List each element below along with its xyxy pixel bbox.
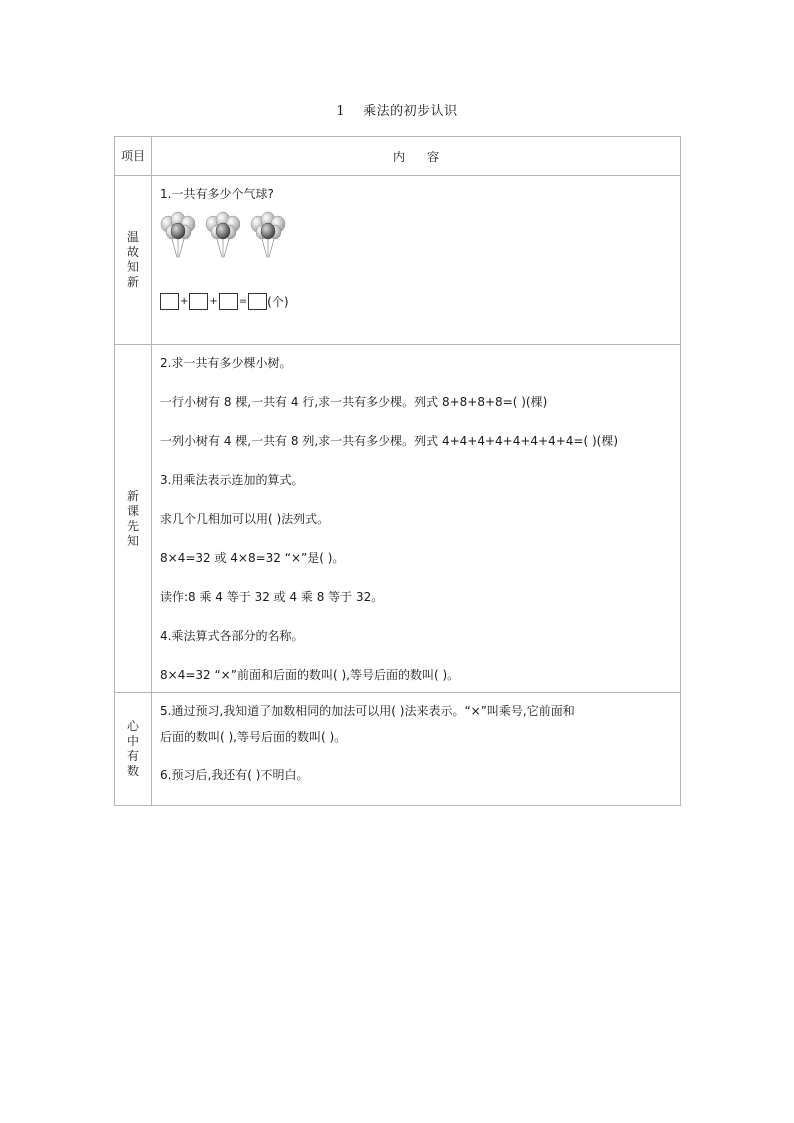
question-3-reading: 读作:8 乘 4 等于 32 或 4 乘 8 等于 32。 <box>160 590 384 604</box>
page-title <box>0 100 794 119</box>
header-row <box>115 137 681 176</box>
unit-label: (个) <box>267 294 289 309</box>
section-label-review-text: 温故知新 <box>126 230 139 289</box>
section-label-reflection-text: 心中有数 <box>126 719 139 778</box>
new-lesson-cell <box>152 345 680 692</box>
question-5-line-1: 5.通过预习,我知道了加数相同的加法可以用( )法来表示。“×”叫乘号,它前面和 <box>160 704 575 718</box>
question-2-row-problem: 一行小树有 8 棵,一共有 4 行,求一共有多少棵。列式 8+8+8+8=( )(棵) <box>160 395 548 409</box>
header-project: 项目 <box>115 137 152 176</box>
question-4-names: 8×4=32 “×”前面和后面的数叫( ),等号后面的数叫( )。 <box>160 668 460 682</box>
section-review-row <box>115 176 681 345</box>
answer-box-total[interactable] <box>248 293 267 310</box>
question-1: 1.一共有多少个气球? <box>160 187 274 201</box>
section-new-lesson-content <box>152 345 681 693</box>
section-review-content <box>152 176 681 345</box>
section-label-new-lesson <box>115 345 152 693</box>
header-content <box>152 137 681 176</box>
question-2: 2.求一共有多少棵小树。 <box>160 356 292 370</box>
section-new-lesson-row <box>115 345 681 693</box>
balloon-groups-icon <box>158 210 318 270</box>
answer-box-3[interactable] <box>219 293 238 310</box>
header-content-label: 内容 <box>392 149 461 164</box>
addition-equation <box>160 284 674 318</box>
question-4: 4.乘法算式各部分的名称。 <box>160 629 304 643</box>
question-6: 6.预习后,我还有( )不明白。 <box>160 768 309 782</box>
question-3-sign: 8×4=32 或 4×8=32 “×”是( )。 <box>160 551 345 565</box>
question-5-line-2: 后面的数叫( ),等号后面的数叫( )。 <box>160 730 347 744</box>
answer-box-2[interactable] <box>189 293 208 310</box>
reflection-cell <box>152 693 680 805</box>
section-reflection-content <box>152 693 681 806</box>
question-3-method: 求几个几相加可以用( )法列式。 <box>160 512 330 526</box>
section-label-reflection <box>115 693 152 806</box>
balloons-picture <box>160 206 674 284</box>
review-cell <box>152 176 680 344</box>
lesson-number: 1 <box>336 104 346 119</box>
worksheet-table <box>114 136 681 806</box>
answer-box-1[interactable] <box>160 293 179 310</box>
question-3: 3.用乘法表示连加的算式。 <box>160 473 304 487</box>
section-reflection-row <box>115 693 681 806</box>
lesson-title: 乘法的初步认识 <box>363 104 458 119</box>
equals-sign: = <box>238 295 248 307</box>
question-2-column-problem: 一列小树有 4 棵,一共有 8 列,求一共有多少棵。列式 4+4+4+4+4+4+4+4=( )(棵) <box>160 434 619 448</box>
section-label-new-lesson-text: 新课先知 <box>126 488 139 548</box>
plus-sign-1: + <box>180 295 189 307</box>
plus-sign-2: + <box>209 295 218 307</box>
section-label-review <box>115 176 152 345</box>
